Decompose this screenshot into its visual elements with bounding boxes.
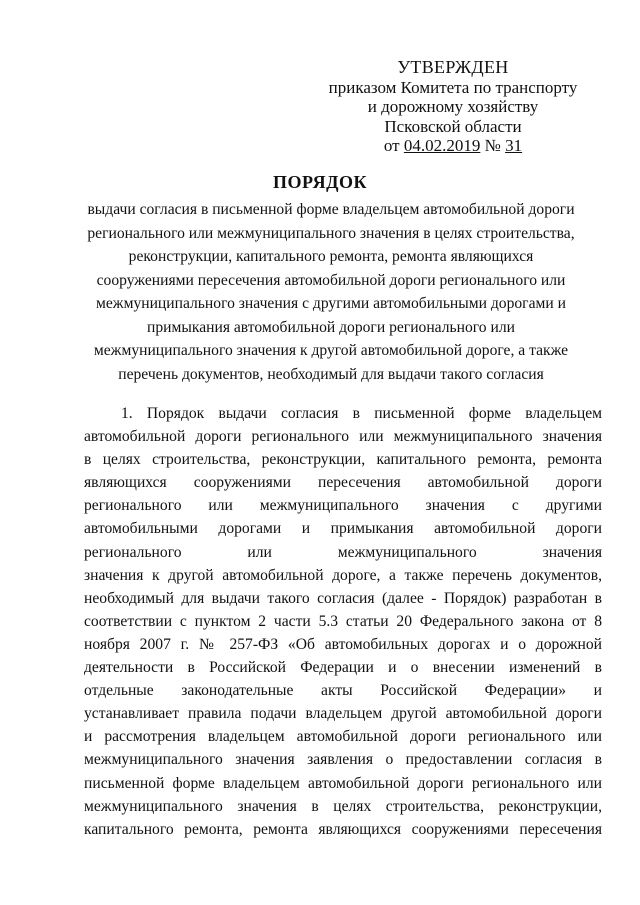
subtitle-line: реконструкции, капитального ремонта, ремонта являющихся	[128, 248, 534, 265]
paragraph-1	[84, 402, 602, 841]
body-line: деятельности в Российской Федерации и о внесении изменений в	[84, 659, 602, 677]
subtitle-line: межмуниципального значения к другой автомобильной дороге, а также	[93, 342, 569, 359]
subtitle-line: перечень документов, необходимый для выдачи такого согласия	[118, 365, 544, 383]
body-line: отдельные законодательные акты Российской Федерации» и	[84, 682, 602, 700]
subtitle-line: межмуниципального значения с другими автомобильными дорогами и	[96, 295, 566, 312]
approval-number: 31	[505, 136, 523, 155]
approval-line-3: Псковской области	[384, 116, 522, 136]
body-line: автомобильной дороги регионального или межмуниципального значения	[84, 428, 602, 446]
approval-block	[318, 58, 588, 156]
approval-date-prefix: от	[383, 136, 404, 155]
body-line: регионального или межмуниципального значения с другими	[84, 497, 602, 515]
body-line: автомобильными дорогами и примыкания автомобильной дороги	[84, 520, 602, 538]
body-line: регионального или межмуниципального значения	[84, 543, 602, 561]
body-line: необходимый для выдачи такого согласия (далее - Порядок) разработан в	[84, 589, 602, 607]
subtitle-line: примыкания автомобильной дороги регионального или	[147, 318, 515, 336]
subtitle-line: сооружениями пересечения автомобильной дороги регионального или	[96, 271, 566, 289]
body-line: соответствии с пунктом 2 части 5.3 статьи 20 Федерального закона от 8	[84, 612, 602, 630]
body-line: письменной форме владельцем автомобильной дороги регионального или	[84, 774, 602, 792]
body-line: межмуниципального значения в целях строительства, реконструкции,	[84, 797, 602, 815]
subtitle-line: регионального или межмуниципального значения в целях строительства,	[87, 224, 575, 242]
approval-line-1: приказом Комитета по транспорту	[328, 77, 578, 97]
body-line: являющихся сооружениями пересечения автомобильной дороги	[84, 474, 602, 492]
body-line: 1. Порядок выдачи согласия в письменной форме владельцем	[121, 405, 602, 422]
approval-date-line	[318, 136, 588, 156]
document-subtitle	[60, 198, 602, 386]
body-line: устанавливает правила подачи владельцем другой автомобильной дороги	[84, 705, 602, 723]
approval-number-sign: №	[480, 136, 506, 155]
body-line: и рассмотрения владельцем автомобильной дороги регионального или	[84, 728, 602, 746]
approval-line-2: и дорожному хозяйству	[367, 97, 539, 116]
document-title: ПОРЯДОК	[272, 172, 368, 192]
approval-stamp: УТВЕРЖДЕН	[397, 57, 509, 77]
body-line: значения к другой автомобильной дороге, а также перечень документов,	[84, 566, 602, 584]
subtitle-line: выдачи согласия в письменной форме владельцем автомобильной дороги	[87, 201, 575, 218]
body-line: межмуниципального значения заявления о предоставлении согласия в	[84, 751, 602, 769]
body-line: капитального ремонта, ремонта являющихся сооружениями пересечения	[84, 820, 602, 838]
approval-date: 04.02.2019	[403, 136, 481, 155]
body-line: в целях строительства, реконструкции, капитального ремонта, ремонта	[84, 451, 602, 469]
body-line: ноября 2007 г. № 257-ФЗ «Об автомобильных дорогах и о дорожной	[84, 635, 602, 653]
